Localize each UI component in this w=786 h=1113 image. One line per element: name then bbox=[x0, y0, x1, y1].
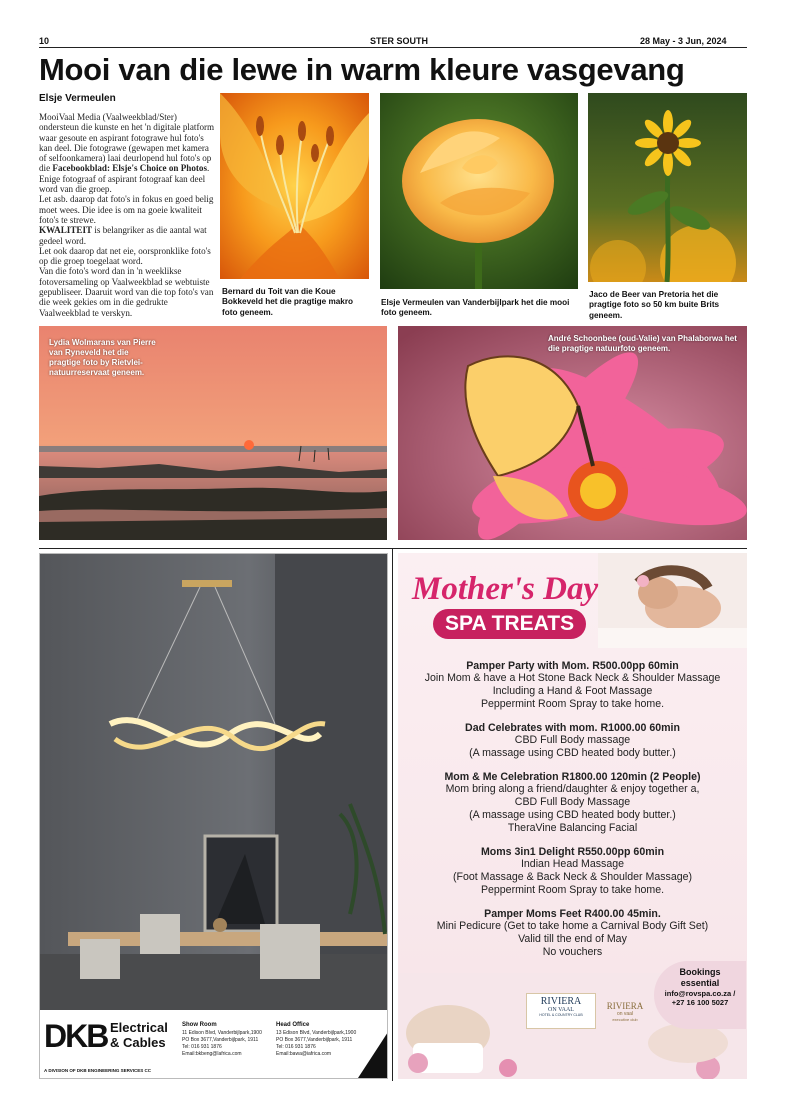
treatment-block: Mom & Me Celebration R1800.00 120min (2 People) Mom bring along a friend/daughter & enjoy together a, CBD Full Body Massage (A massage using CBD heated body butter.) TheraVine Balancing Facial bbox=[444, 771, 701, 834]
spa-advert bbox=[398, 553, 747, 1079]
sunset-caption: Lydia Wolmarans van Pierre van Ryneveld het die pragtige foto by Rietvlei-natuurreservaat geneem. bbox=[49, 338, 156, 377]
riviera-logo-hotel: RIVIERA ON VAAL HOTEL & COUNTRY CLUB bbox=[526, 993, 596, 1029]
headline: Mooi van die lewe in warm kleure vasgevang bbox=[39, 52, 685, 87]
paragraph: KWALITEIT is belangriker as die aantal wat gedeel word. bbox=[39, 225, 207, 246]
lily-caption: Bernard du Toit van die Koue Bokkeveld het die pragtige makro foto geneem. bbox=[222, 287, 354, 317]
lily-photo bbox=[220, 93, 369, 279]
spa-treatments bbox=[398, 649, 747, 959]
paragraph: Let ook daarop dat net eie, oorspronklike foto's op die groep toegelaat word. bbox=[39, 245, 211, 267]
article-body bbox=[39, 112, 215, 318]
issue-date: 28 May - 3 Jun, 2024 bbox=[640, 36, 727, 46]
spa-email[interactable]: info@rovspa.co.za / bbox=[664, 989, 736, 998]
section-rule bbox=[39, 548, 747, 549]
paragraph: Let asb. daarop dat foto's in fokus en goed belig moet wees. Die idee is om na goeie kwaliteit foto's te strewe. bbox=[39, 194, 214, 225]
header-rule bbox=[39, 47, 747, 48]
rose-caption: Elsje Vermeulen van Vanderbijlpark het die mooi foto geneem. bbox=[381, 298, 570, 318]
page-number: 10 bbox=[39, 36, 50, 46]
dkb-advert bbox=[39, 553, 388, 1079]
dkb-logo: DKB bbox=[44, 1018, 108, 1054]
dkb-corner-graphic bbox=[358, 1032, 388, 1078]
dkb-name: Electrical & Cables bbox=[110, 1020, 168, 1050]
paragraph: MooiVaal Media (Vaalweekblad/Ster) ondersteun die kunste en het 'n digitale platform waar gesoute en aspirant fotograwe hul foto's kan deel. Die fotograwe (gewapen met kamera of selfoonkamera) laai deurlopend hul foto's op die Facebookblad: Elsje's Choice on Photos. bbox=[39, 112, 215, 174]
sunflower-photo bbox=[588, 93, 747, 282]
spa-title: Mother's Day bbox=[412, 571, 599, 607]
butterfly-photo bbox=[398, 326, 747, 540]
sunset-photo bbox=[39, 326, 387, 540]
dkb-showroom: Show Room 11 Edison Blvd, Vanderbijlpark,1900 PO Box 3677,Vanderbijlpark, 1911 Tel: 016 931 1876 Email:bkbeng@lafrica.com bbox=[182, 1022, 262, 1057]
riviera-logo-executive: RIVIERA on vaal executive club bbox=[606, 1001, 644, 1022]
treatment-block: Pamper Party with Mom. R500.00pp 60min Join Mom & have a Hot Stone Back Neck & Shoulder Massage Including a Hand & Foot Massage Peppermint Room Spray to take home. bbox=[424, 660, 721, 710]
paragraph: Enige fotograaf of aspirant fotograaf kan deel word van die groep. bbox=[39, 173, 206, 195]
paper-name: STER SOUTH bbox=[370, 36, 429, 46]
spa-woman-image bbox=[598, 553, 747, 648]
rose-photo bbox=[380, 93, 578, 289]
byline: Elsje Vermeulen bbox=[39, 93, 116, 104]
treatment-block: Dad Celebrates with mom. R1000.00 60min CBD Full Body massage (A massage using CBD heated body butter.) bbox=[465, 722, 680, 759]
column-rule bbox=[392, 549, 393, 1081]
paragraph: Van die foto's word dan in 'n weeklikse fotoversameling op Vaalweekblad se webtuiste gepubliseer. Daaruit word van die top foto's van die week gekies om in die gedrukte Vaalweekblad te verskyn. bbox=[39, 266, 214, 318]
butterfly-caption: André Schoonbee (oud-Valie) van Phalaborwa het die pragtige natuurfoto geneem. bbox=[548, 334, 737, 353]
spa-subtitle: SPA TREATS bbox=[433, 609, 586, 639]
dkb-footer bbox=[40, 1010, 388, 1079]
dkb-room-image bbox=[40, 554, 388, 1010]
dkb-head-office: Head Office 13 Edison Blvd, Vanderbijlpark,1900 PO Box 3677,Vanderbijlpark, 1911 Tel: 016 931 1876 Email:bawa@iafrica.com bbox=[276, 1022, 357, 1057]
dkb-division: A DIVISION OF DKB ENGINEERING SERVICES CC bbox=[44, 1068, 152, 1073]
treatment-block: Pamper Moms Feet R400.00 45min. Mini Pedicure (Get to take home a Carnival Body Gift Set) Valid till the end of May No vouchers bbox=[436, 908, 709, 958]
treatment-block: Moms 3in1 Delight R550.00pp 60min Indian Head Massage (Foot Massage & Back Neck & Shoulder Massage) Peppermint Room Spray to take home. bbox=[452, 846, 693, 896]
spa-phone[interactable]: +27 16 100 5027 bbox=[671, 998, 729, 1007]
spa-booking-badge: Bookings essential info@rovspa.co.za / +27 16 100 5027 bbox=[654, 961, 746, 1029]
sunflower-caption: Jaco de Beer van Pretoria het die pragtige foto so 50 km buite Brits geneem. bbox=[589, 290, 720, 320]
